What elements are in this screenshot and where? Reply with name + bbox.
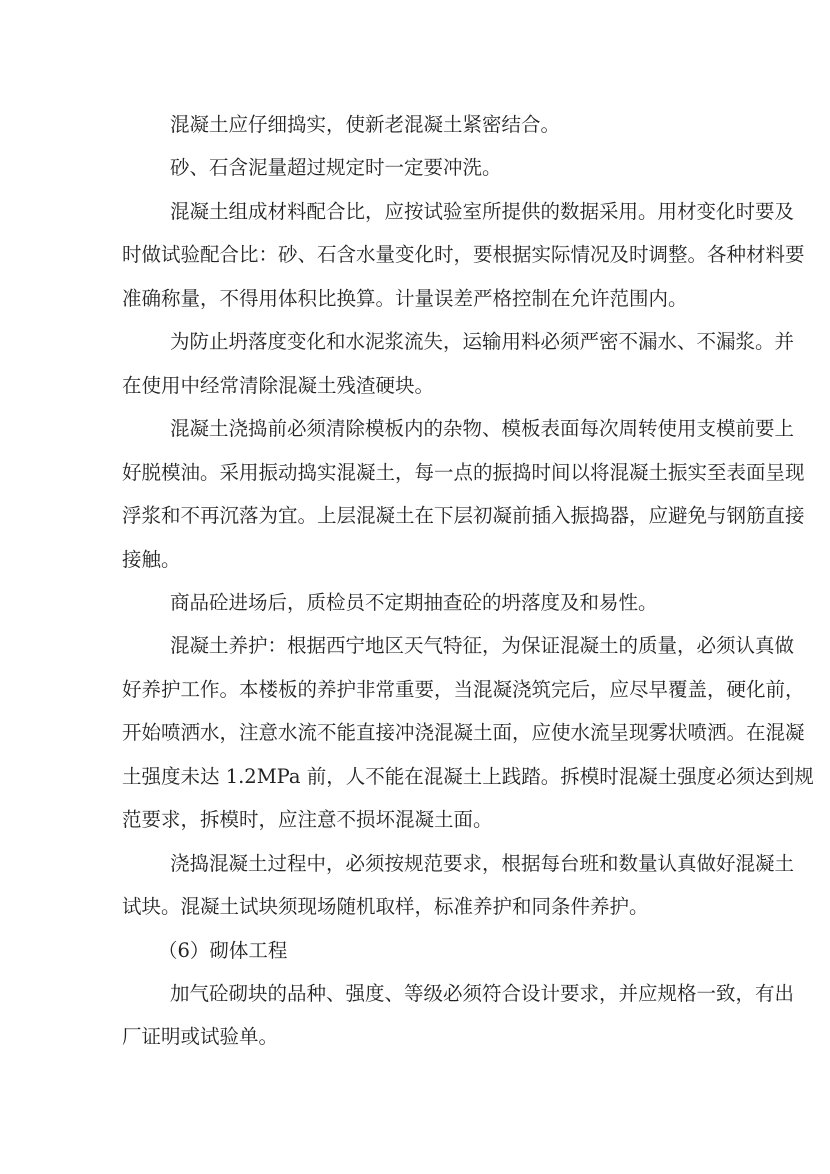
paragraph-line: 砂、石含泥量超过规定时一定要冲洗。: [170, 156, 502, 180]
paragraph-line: 混凝土养护：根据西宁地区天气特征，为保证混凝土的质量，必须认真做: [170, 634, 795, 658]
paragraph-line: 商品砼进场后，质检员不定期抽查砼的坍落度及和易性。: [170, 590, 658, 614]
paragraph-line: 混凝土应仔细捣实，使新老混凝土紧密结合。: [170, 113, 561, 136]
paragraph-line: 混凝土组成材料配合比，应按试验室所提供的数据采用。用材变化时要及: [170, 199, 795, 223]
paragraph-line: 加气砼砌块的品种、强度、等级必须符合设计要求，并应规格一致，有出: [170, 982, 795, 1005]
paragraph-line: 好养护工作。本楼板的养护非常重要，当混凝浇筑完后，应尽早覆盖，硬化前，: [122, 677, 805, 701]
section-heading: （6）砌体工程: [158, 938, 288, 962]
paragraph-line: 土强度未达 1.2MPa 前，人不能在混凝土上践踏。拆模时混凝土强度必须达到规: [122, 764, 814, 788]
paragraph-line: 浇捣混凝土过程中，必须按规范要求，根据每台班和数量认真做好混凝土: [170, 851, 795, 875]
paragraph-line: 接触。: [122, 547, 181, 571]
paragraph-line: 准确称量，不得用体积比换算。计量误差严格控制在允许范围内。: [122, 286, 688, 310]
paragraph-line: 好脱模油。采用振动捣实混凝土，每一点的振捣时间以将混凝土振实至表面呈现: [122, 460, 805, 484]
paragraph-line: 在使用中经常清除混凝土残渣硬块。: [122, 373, 435, 397]
paragraph-line: 范要求，拆模时，应注意不损坏混凝土面。: [122, 808, 493, 832]
paragraph-line: 厂证明或试验单。: [122, 1025, 279, 1049]
paragraph-line: 浮浆和不再沉落为宜。上层混凝土在下层初凝前插入振捣器，应避免与钢筋直接: [122, 504, 805, 528]
paragraph-line: 为防止坍落度变化和水泥浆流失，运输用料必须严密不漏水、不漏浆。并: [170, 330, 795, 354]
paragraph-line: 混凝土浇捣前必须清除模板内的杂物、模板表面每次周转使用支模前要上: [170, 417, 795, 441]
paragraph-line: 试块。混凝土试块须现场随机取样，标准养护和同条件养护。: [122, 895, 649, 919]
paragraph-line: 时做试验配合比：砂、石含水量变化时，要根据实际情况及时调整。各种材料要: [122, 243, 805, 267]
paragraph-line: 开始喷洒水，注意水流不能直接冲浇混凝土面，应使水流呈现雾状喷洒。在混凝: [122, 721, 805, 745]
